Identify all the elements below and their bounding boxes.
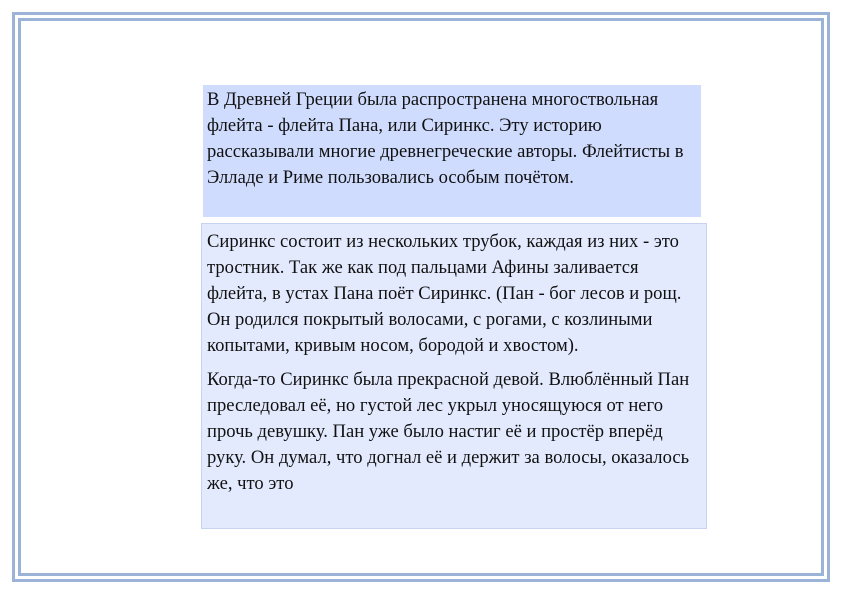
story-paragraph-2: Когда-то Сиринкс была прекрасной девой. Влюблённый Пан преследовал её, но густой лес укрыл уносящуюся от него прочь девушку. Пан уже было настиг её и простёр вперёд руку. Он думал, что догнал её и держит за волосы, оказалось же, что это — [207, 369, 690, 494]
story-text-box — [201, 223, 707, 529]
intro-text-box — [203, 85, 701, 217]
intro-paragraph: В Древней Греции была распространена многоствольная флейта - флейта Пана, или Сиринкс. Эту историю рассказывали многие древнегреческие авторы. Флейтисты в Элладе и Риме пользовались особым почётом. — [207, 89, 684, 188]
story-paragraph-1: Сиринкс состоит из нескольких трубок, каждая из них - это тростник. Так же как под пальцами Афины заливается флейта, в устах Пана поёт Сиринкс. (Пан - бог лесов и рощ. Он родился покрытый волосами, с рогами, с козлиными копытами, кривым носом, бородой и хвостом). — [207, 231, 682, 356]
